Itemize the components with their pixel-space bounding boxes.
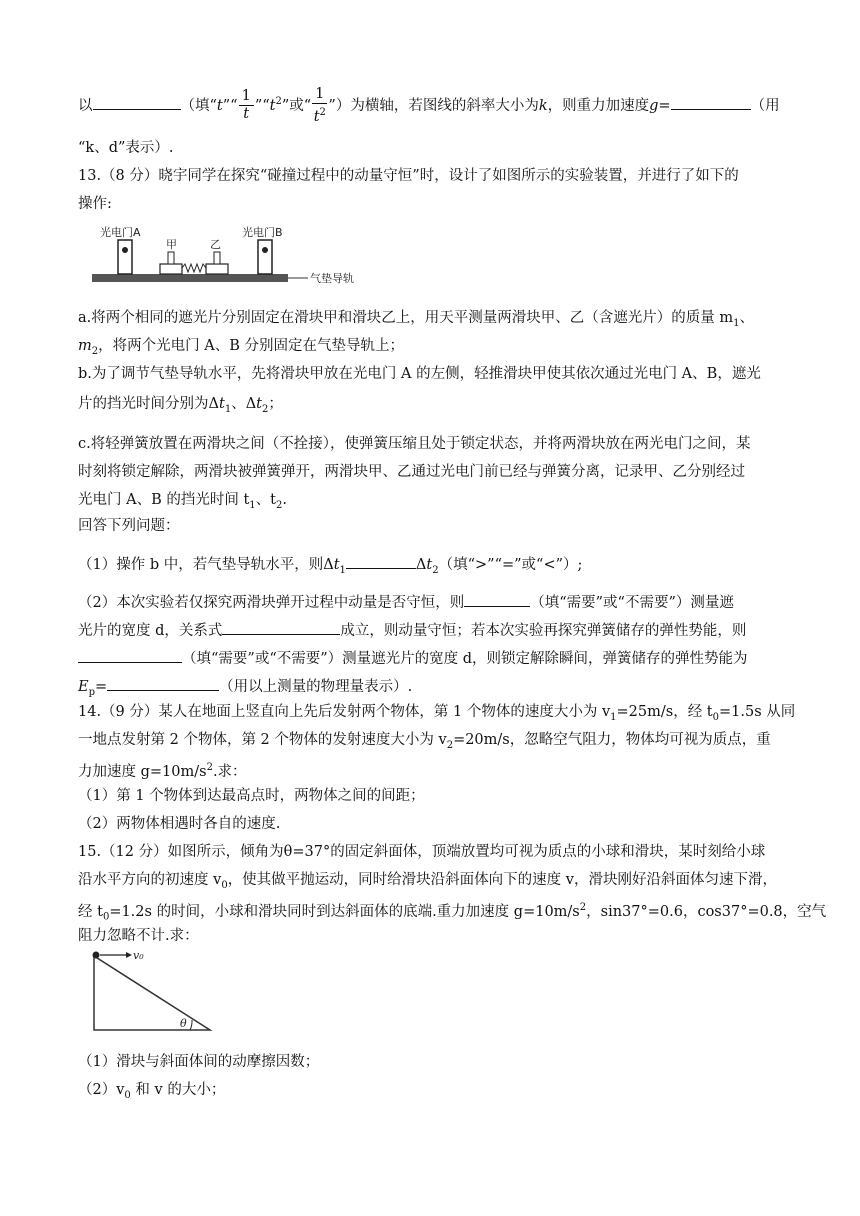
var-t: t <box>333 557 340 573</box>
subscript: 2 <box>446 739 454 751</box>
gate-b-sensor <box>262 247 268 253</box>
var-g: g <box>649 97 659 114</box>
q13-step-b-line1: b.为了调节气垫导轨水平，先将滑块甲放在光电门 A 的左侧，轻推滑块甲使其依次通过光电门 A、B，遮光 <box>78 366 761 382</box>
text: （2）v <box>78 1082 125 1098</box>
numerator: 1 <box>312 86 327 104</box>
air-track-rail <box>92 274 288 282</box>
answer-blank[interactable] <box>222 618 340 635</box>
subscript: 2 <box>262 403 269 415</box>
q14-part1: （1）第 1 个物体到达最高点时，两物体之间的间距； <box>78 788 425 804</box>
text: ，则重力加速度 <box>547 97 650 114</box>
subscript: 1 <box>733 317 740 329</box>
q14-line2 <box>78 730 771 756</box>
delta: Δ <box>245 396 257 412</box>
text: （用 <box>750 97 780 114</box>
q13-step-c-line2: 时刻将锁定解除，两滑块被弹簧弹开，两滑块甲、乙通过光电门前已经与弹簧分离，记录甲、乙分别经过 <box>78 464 745 480</box>
gate-a-sensor <box>122 247 128 253</box>
q12-tail-line2: “k、d”表示）. <box>78 140 174 156</box>
denominator: t <box>243 106 250 123</box>
var-E: E <box>78 679 89 695</box>
var-t: t <box>216 97 223 114</box>
text: a.将两个相同的遮光片分别固定在滑块甲和滑块乙上，用天平测量两滑块甲、乙（含遮光片）的质量 m <box>78 310 734 326</box>
q13-part2-line2 <box>78 618 746 641</box>
var-m: m <box>78 338 92 354</box>
gate-b <box>258 240 272 274</box>
exponent: 2 <box>206 762 213 773</box>
ball <box>93 952 100 959</box>
subscript: 2 <box>91 345 99 357</box>
q15-line3 <box>78 898 826 928</box>
q12-tail-line1 <box>78 86 780 126</box>
var-t: t <box>269 97 276 114</box>
subscript: 1 <box>610 711 617 723</box>
text: =20m/s，忽略空气阻力，物体均可视为质点，重 <box>453 732 771 748</box>
text: ，sin37°=0.6，cos37°=0.8，空气 <box>586 903 827 920</box>
answer-blank[interactable] <box>671 93 751 110</box>
q15-part2 <box>78 1080 225 1106</box>
subscript: 0 <box>221 879 228 891</box>
q13-part1 <box>78 552 582 581</box>
incline-figure <box>86 942 220 1038</box>
text: 成立，则动量守恒；若本次实验再探究弹簧储存的弹性势能，则 <box>340 623 747 639</box>
text: （用以上测量的物理量表示）. <box>219 679 413 695</box>
text: 14.（9 分）某人在地面上竖直向上先后发射两个物体，第 1 个物体的速度大小为 v <box>78 704 611 720</box>
text: ”“ <box>222 97 238 114</box>
fraction-1-over-t2 <box>312 86 327 126</box>
answer-blank[interactable] <box>78 646 182 663</box>
q14-part2: （2）两物体相遇时各自的速度. <box>78 816 281 832</box>
air-track-figure <box>86 218 366 290</box>
var-t: t <box>313 108 320 125</box>
slider-yi <box>206 264 228 274</box>
subscript: 1 <box>224 403 232 415</box>
delta: Δ <box>415 557 427 573</box>
exponent: 2 <box>275 96 282 108</box>
delta: Δ <box>208 396 219 412</box>
subscript: 1 <box>339 564 346 576</box>
text: （填“ <box>180 97 217 114</box>
q13-header: 13.（8 分）晓宇同学在探究“碰撞过程中的动量守恒”时，设计了如图所示的实验装置，并进行了如下的 <box>78 168 739 184</box>
var-t: t <box>426 557 433 573</box>
subscript: 0 <box>712 711 720 723</box>
theta-label: θ <box>180 1017 187 1030</box>
exponent: 2 <box>579 902 587 913</box>
text: 力加速度 g=10m/s <box>78 763 207 780</box>
text: 一地点发射第 2 个物体，第 2 个物体的发射速度大小为 v <box>78 732 447 748</box>
text: ； <box>268 396 283 412</box>
text: 、 <box>231 396 246 412</box>
incline-triangle <box>94 956 210 1030</box>
subscript: 2 <box>432 564 439 576</box>
answer-blank[interactable] <box>107 674 219 691</box>
answer-blank[interactable] <box>93 93 181 110</box>
text: =1.5s 从同 <box>719 704 796 720</box>
text: 和 v 的大小； <box>130 1082 226 1098</box>
q15-line4: 阻力忽略不计.求： <box>78 928 199 944</box>
text: 、t <box>255 492 276 508</box>
gate-a-label: 光电门A <box>100 226 141 239</box>
arrow-head <box>126 952 132 958</box>
shade-plate-yi <box>214 252 220 264</box>
q13-header-cont: 操作: <box>78 196 112 212</box>
text: （2）本次实验若仅探究两滑块弹开过程中动量是否守恒，则 <box>78 595 465 611</box>
exponent: 2 <box>319 107 326 118</box>
text: .求： <box>212 763 247 780</box>
text: （1）操作 b 中，若气垫导轨水平，则 <box>78 557 324 573</box>
q13-part2-line1 <box>78 590 734 613</box>
text: 光片的宽度 d，关系式 <box>78 623 223 639</box>
text: 经 t <box>78 903 103 920</box>
text: ”）为横轴，若图线的斜率大小为 <box>328 97 539 114</box>
var-k: k <box>538 97 548 114</box>
text: =25m/s，经 t <box>616 704 713 720</box>
q13-step-b-line2 <box>78 394 283 420</box>
subscript: 2 <box>275 499 283 511</box>
q15-line2 <box>78 870 777 896</box>
subscript: p <box>88 686 95 698</box>
text: （填“>”“=”或“<”）; <box>438 557 583 573</box>
q15-line1: 15.（12 分）如图所示，倾角为θ=37°的固定斜面体，顶端放置均可视为质点的小球和滑块，某时刻给小球 <box>78 844 766 860</box>
text: ”“ <box>254 97 270 114</box>
q14-line3 <box>78 758 247 782</box>
text: ，使其做平抛运动，同时给滑块沿斜面体向下的速度 v，滑块刚好沿斜面体匀速下滑， <box>227 872 777 888</box>
text: ，将两个光电门 A、B 分别固定在气垫导轨上； <box>98 338 404 354</box>
text: （填“需要”或“不需要”）测量遮光片的宽度 d，则锁定解除瞬间，弹簧储存的弹性势能为 <box>182 651 748 667</box>
q13-step-c-line3 <box>78 490 287 516</box>
text: 、 <box>739 310 754 326</box>
subscript: 0 <box>124 1089 131 1101</box>
rail-label: 气垫导轨 <box>310 272 354 285</box>
shade-plate-jia <box>168 252 174 264</box>
text: . <box>282 492 287 508</box>
answer-blank[interactable] <box>346 552 416 569</box>
v0-label: v₀ <box>133 949 144 962</box>
text: 光电门 A、B 的挡光时间 t <box>78 492 250 508</box>
fraction-1-over-t <box>239 88 254 123</box>
delta: Δ <box>323 557 334 573</box>
subscript: 1 <box>249 499 256 511</box>
subscript: 0 <box>102 911 110 923</box>
answer-blank[interactable] <box>464 590 530 607</box>
var-t: t <box>218 396 225 412</box>
text: 片的挡光时间分别为 <box>78 396 209 412</box>
q14-line1 <box>78 702 795 728</box>
slider-jia <box>160 264 182 274</box>
q13-step-c-line1: c.将轻弹簧放置在两滑块之间（不拴接），使弹簧压缩且处于锁定状态，并将两滑块放在两光电门之间，某 <box>78 436 751 452</box>
q13-part2-line4 <box>78 674 412 703</box>
label-jia: 甲 <box>166 238 177 251</box>
text: ”或“ <box>281 97 312 114</box>
text: = <box>95 679 108 695</box>
text: = <box>658 97 671 114</box>
text: 沿水平方向的初速度 v <box>78 872 222 888</box>
text: （填“需要”或“不需要”）测量遮 <box>530 595 734 611</box>
var-t: t <box>256 396 262 412</box>
numerator: 1 <box>239 88 254 106</box>
text: =1.2s 的时间，小球和滑块同时到达斜面体的底端.重力加速度 g=10m/s <box>109 903 580 920</box>
q15-part1: （1）滑块与斜面体间的动摩擦因数； <box>78 1054 320 1070</box>
gate-b-label: 光电门B <box>242 226 283 239</box>
q13-part2-line3 <box>78 646 748 669</box>
gate-a <box>118 240 132 274</box>
q13-step-a-line2 <box>78 336 404 362</box>
text: 以 <box>78 97 93 114</box>
label-yi: 乙 <box>210 238 221 251</box>
spring <box>182 264 206 272</box>
q13-step-a-line1 <box>78 308 754 334</box>
q13-ask: 回答下列问题： <box>78 518 180 534</box>
denominator <box>312 104 327 126</box>
